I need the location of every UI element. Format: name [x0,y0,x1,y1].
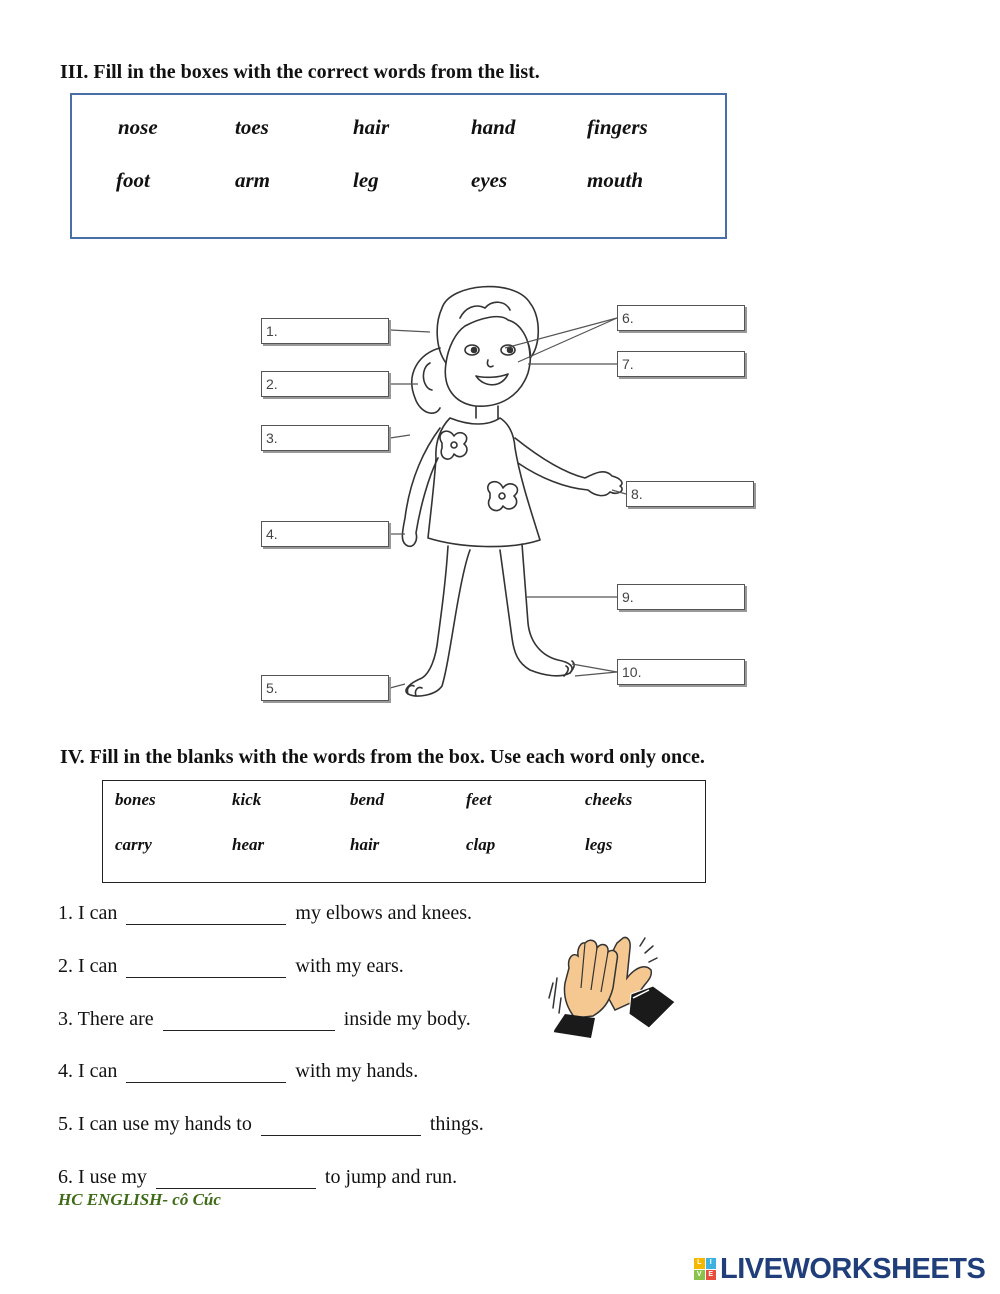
sentence-2 [58,955,404,978]
sentence-text: with my hands. [295,1060,419,1082]
word-list-item: arm [235,168,271,192]
answer-input-8[interactable] [649,484,753,506]
word-list-item: kick [232,790,262,809]
word-list-item: carry [115,835,152,854]
section3-heading: III. Fill in the boxes with the correct words from the list. [60,61,540,83]
answer-box-2[interactable] [261,371,389,397]
answer-input-5[interactable] [284,678,388,700]
logo-square: L [694,1258,705,1269]
answer-box-number: 4. [266,526,278,542]
answer-box-number: 6. [622,310,634,326]
blank-input-3[interactable] [163,1010,335,1031]
sentence-text: 4. I can [58,1060,118,1082]
sentence-text: with my ears. [295,955,404,977]
answer-box-number: 1. [266,323,278,339]
answer-box-number: 8. [631,486,643,502]
answer-box-1[interactable] [261,318,389,344]
sentence-6 [58,1166,457,1189]
answer-box-number: 9. [622,589,634,605]
answer-box-number: 2. [266,376,278,392]
word-list-item: mouth [587,168,644,192]
word-list-item: clap [466,835,496,854]
word-list-item: bend [350,790,384,809]
sentence-text: to jump and run. [324,1166,458,1188]
sentence-text: things. [429,1113,484,1135]
word-list-item: nose [118,115,158,139]
sentence-text: 3. There are [58,1008,154,1030]
answer-box-5[interactable] [261,675,389,701]
logo-square: V [694,1270,705,1281]
liveworksheets-logo[interactable] [694,1254,985,1284]
answer-box-9[interactable] [617,584,745,610]
sentence-text: my elbows and knees. [295,902,473,924]
answer-input-6[interactable] [640,308,744,330]
answer-box-number: 5. [266,680,278,696]
answer-input-7[interactable] [640,354,744,376]
sentence-text: 2. I can [58,955,118,977]
blank-input-2[interactable] [126,957,286,978]
word-list-item: bones [115,790,156,809]
sentence-4 [58,1060,418,1083]
answer-box-3[interactable] [261,425,389,451]
blank-input-4[interactable] [126,1062,286,1083]
logo-square: E [706,1270,717,1281]
word-list-item: hear [232,835,265,854]
blank-input-6[interactable] [156,1168,316,1189]
section4-heading: IV. Fill in the blanks with the words from the box. Use each word only once. [60,746,705,768]
word-list-item: hair [350,835,380,854]
sentence-text: 5. I can use my hands to [58,1113,252,1135]
word-list-item: cheeks [585,790,633,809]
answer-box-6[interactable] [617,305,745,331]
blank-input-5[interactable] [261,1115,421,1136]
blank-input-1[interactable] [126,904,286,925]
answer-box-number: 10. [622,664,642,680]
answer-box-number: 7. [622,356,634,372]
answer-input-4[interactable] [284,524,388,546]
answer-input-9[interactable] [640,587,744,609]
answer-input-3[interactable] [284,428,388,450]
clapping-hands-icon [545,928,680,1056]
answer-input-10[interactable] [648,662,744,684]
answer-input-2[interactable] [284,374,388,396]
sentence-5 [58,1113,484,1136]
answer-box-7[interactable] [617,351,745,377]
sentence-text: inside my body. [343,1008,471,1030]
word-list-item: fingers [587,115,648,139]
word-list-item: hair [353,115,390,139]
word-list-item: legs [585,835,613,854]
word-list-item: hand [471,115,516,139]
author-credit: HC ENGLISH- cô Cúc [58,1190,221,1209]
sentence-1 [58,902,472,925]
answer-input-1[interactable] [284,321,388,343]
sentence-3 [58,1008,471,1031]
answer-box-8[interactable] [626,481,754,507]
word-list-item: toes [235,115,269,139]
logo-square: I [706,1258,717,1269]
word-list-box-4 [102,780,706,883]
answer-box-4[interactable] [261,521,389,547]
logo-text: LIVEWORKSHEETS [720,1252,986,1285]
word-list-item: foot [116,168,150,192]
answer-box-number: 3. [266,430,278,446]
word-list-item: leg [353,168,379,192]
word-list-item: feet [466,790,492,809]
answer-box-10[interactable] [617,659,745,685]
sentence-text: 1. I can [58,902,118,924]
word-list-item: eyes [471,168,508,192]
sentence-text: 6. I use my [58,1166,147,1188]
logo-squares-icon [694,1258,716,1280]
